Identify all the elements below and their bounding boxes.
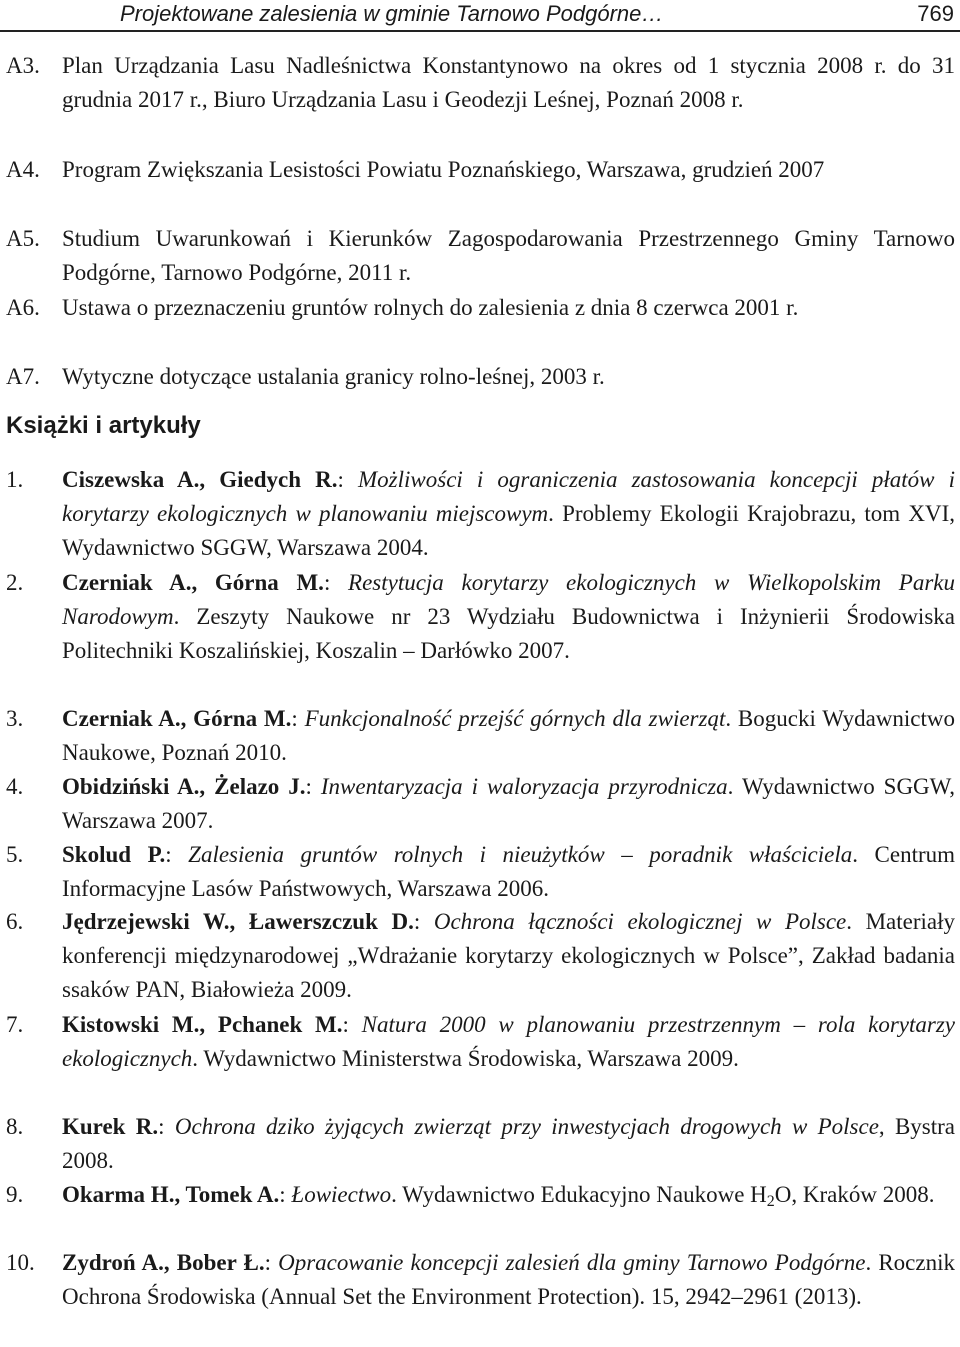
book-9 [0,1178,955,1219]
separator: : [323,570,349,595]
running-header [0,0,960,32]
book-6 [0,905,955,1007]
work-title: Łowiectwo [291,1182,392,1207]
reference-text [62,1008,955,1076]
reference-number: A7. [6,364,40,389]
publication-info: . Rocznik Ochrona Środowiska (Annual Set the Environment Protection). 15, 2942–2961 (2013). [62,1250,955,1309]
reference-number: 4. [6,774,24,799]
publication-info: . Wydawnictwo Edukacyjno Naukowe H [391,1182,767,1207]
reference-number: 7. [6,1012,24,1037]
page-number: 769 [917,1,954,26]
authors: Czerniak A., Górna M. [62,706,292,731]
separator: : [291,706,305,731]
reference-text: Program Zwiększania Lesistości Powiatu Poznańskiego, Warszawa, grudzień 2007 [62,157,825,182]
publication-info: . Wydawnictwo SGGW, Warszawa 2007. [62,774,956,833]
separator: : [279,1182,292,1207]
book-3 [0,702,955,770]
book-1 [0,463,955,565]
authors: Ciszewska A., Giedych R. [62,467,338,492]
book-4 [0,770,955,838]
reference-text: Wytyczne dotyczące ustalania granicy rolno-leśnej, 2003 r. [62,364,605,389]
publication-info: , Bystra 2008. [62,1114,955,1173]
work-title: Natura 2000 w planowaniu przestrzennym – rola korytarzy ekologicznych [62,1012,955,1071]
reference-number: 5. [6,842,24,867]
work-title: Możliwości i ograniczenia zastosowania koncepcji płatów i korytarzy ekologicznych w planowaniu miejscowym [62,467,956,526]
reference-number: A5. [6,226,40,251]
authors: Kistowski M., Pchanek M. [62,1012,343,1037]
authors: Jędrzejewski W., Ławerszczuk D. [62,909,414,934]
separator: : [413,909,434,934]
reference-text [62,1178,955,1219]
reference-number: 3. [6,706,24,731]
reference-number: 10. [6,1250,35,1275]
reference-text: Studium Uwarunkowań i Kierunków Zagospodarowania Przestrzennego Gminy Tarnowo Podgórne, Tarnowo Podgórne, 2011 r. [62,226,955,285]
work-title: Restytucja korytarzy ekologicznych w Wielkopolskim Parku Narodowym [62,570,956,629]
work-title: Zalesienia gruntów rolnych i nieużytków – poradnik właściciela [188,842,853,867]
separator: : [264,1250,279,1275]
reference-number: 8. [6,1114,24,1139]
reference-text [62,838,955,906]
reference-text [62,770,955,838]
separator: : [337,467,359,492]
reference-number: A3. [6,53,40,78]
subscript: 2 [766,1193,775,1210]
authors: Obidziński A., Żelazo J. [62,774,306,799]
running-title: Projektowane zalesienia w gminie Tarnowo Podgórne… [120,1,664,26]
reference-text [62,1246,955,1314]
book-2 [0,566,955,668]
reference-number: 2. [6,570,24,595]
reference-a3 [0,49,955,117]
work-title: Ochrona dziko żyjących zwierząt przy inwestycjach drogowych w Polsce [174,1114,879,1139]
separator: : [342,1012,362,1037]
reference-a5 [0,222,955,290]
reference-text [62,463,955,565]
reference-text [62,1110,955,1178]
publication-info: . Wydawnictwo Ministerstwa Środowiska, Warszawa 2009. [192,1046,739,1071]
work-title: Inwentaryzacja i waloryzacja przyrodnicza [320,774,728,799]
separator: : [158,1114,175,1139]
reference-text [62,702,955,770]
reference-a6 [0,291,955,325]
authors: Czerniak A., Górna M. [62,570,324,595]
book-10 [0,1246,955,1314]
section-heading: Książki i artykuły [6,412,201,439]
book-7 [0,1008,955,1076]
reference-a4 [0,153,955,187]
authors: Okarma H., Tomek A. [62,1182,280,1207]
book-8 [0,1110,955,1178]
publication-info: . Materiały konferencji międzynarodowej „Wdrażanie korytarzy ekologicznych w Polsce”, Zakład badania ssaków PAN, Białowieża 2009. [62,909,956,1002]
reference-text: Ustawa o przeznaczeniu gruntów rolnych do zalesienia z dnia 8 czerwca 2001 r. [62,295,799,320]
authors: Zydroń A., Bober Ł. [62,1250,265,1275]
authors: Skolud P. [62,842,166,867]
book-5 [0,838,955,906]
reference-number: A6. [6,295,40,320]
reference-a7 [0,360,955,394]
work-title: Ochrona łączności ekologicznej w Polsce [433,909,847,934]
authors: Kurek R. [62,1114,159,1139]
reference-number: A4. [6,157,40,182]
publication-info-end: O, Kraków 2008. [774,1182,935,1207]
reference-number: 6. [6,909,24,934]
reference-number: 1. [6,467,24,492]
publication-info: . Centrum Informacyjne Lasów Państwowych, Warszawa 2006. [62,842,956,901]
work-title: Funkcjonalność przejść górnych dla zwierząt [304,706,726,731]
separator: : [165,842,189,867]
reference-text [62,905,955,1007]
publication-info: . Bogucki Wydawnictwo Naukowe, Poznań 2010. [62,706,956,765]
publication-info: . Zeszyty Naukowe nr 23 Wydziału Budownictwa i Inżynierii Środowiska Politechniki Koszalińskiej, Koszalin – Darłówko 2007. [62,604,955,663]
reference-text: Plan Urządzania Lasu Nadleśnictwa Konstantynowo na okres od 1 stycznia 2008 r. do 31 grudnia 2017 r., Biuro Urządzania Lasu i Geodezji Leśnej, Poznań 2008 r. [62,53,955,112]
reference-number: 9. [6,1182,24,1207]
work-title: Opracowanie koncepcji zalesień dla gminy Tarnowo Podgórne [278,1250,866,1275]
publication-info: . Problemy Ekologii Krajobrazu, tom XVI, Wydawnictwo SGGW, Warszawa 2004. [62,501,955,560]
separator: : [305,774,321,799]
reference-text [62,566,955,668]
